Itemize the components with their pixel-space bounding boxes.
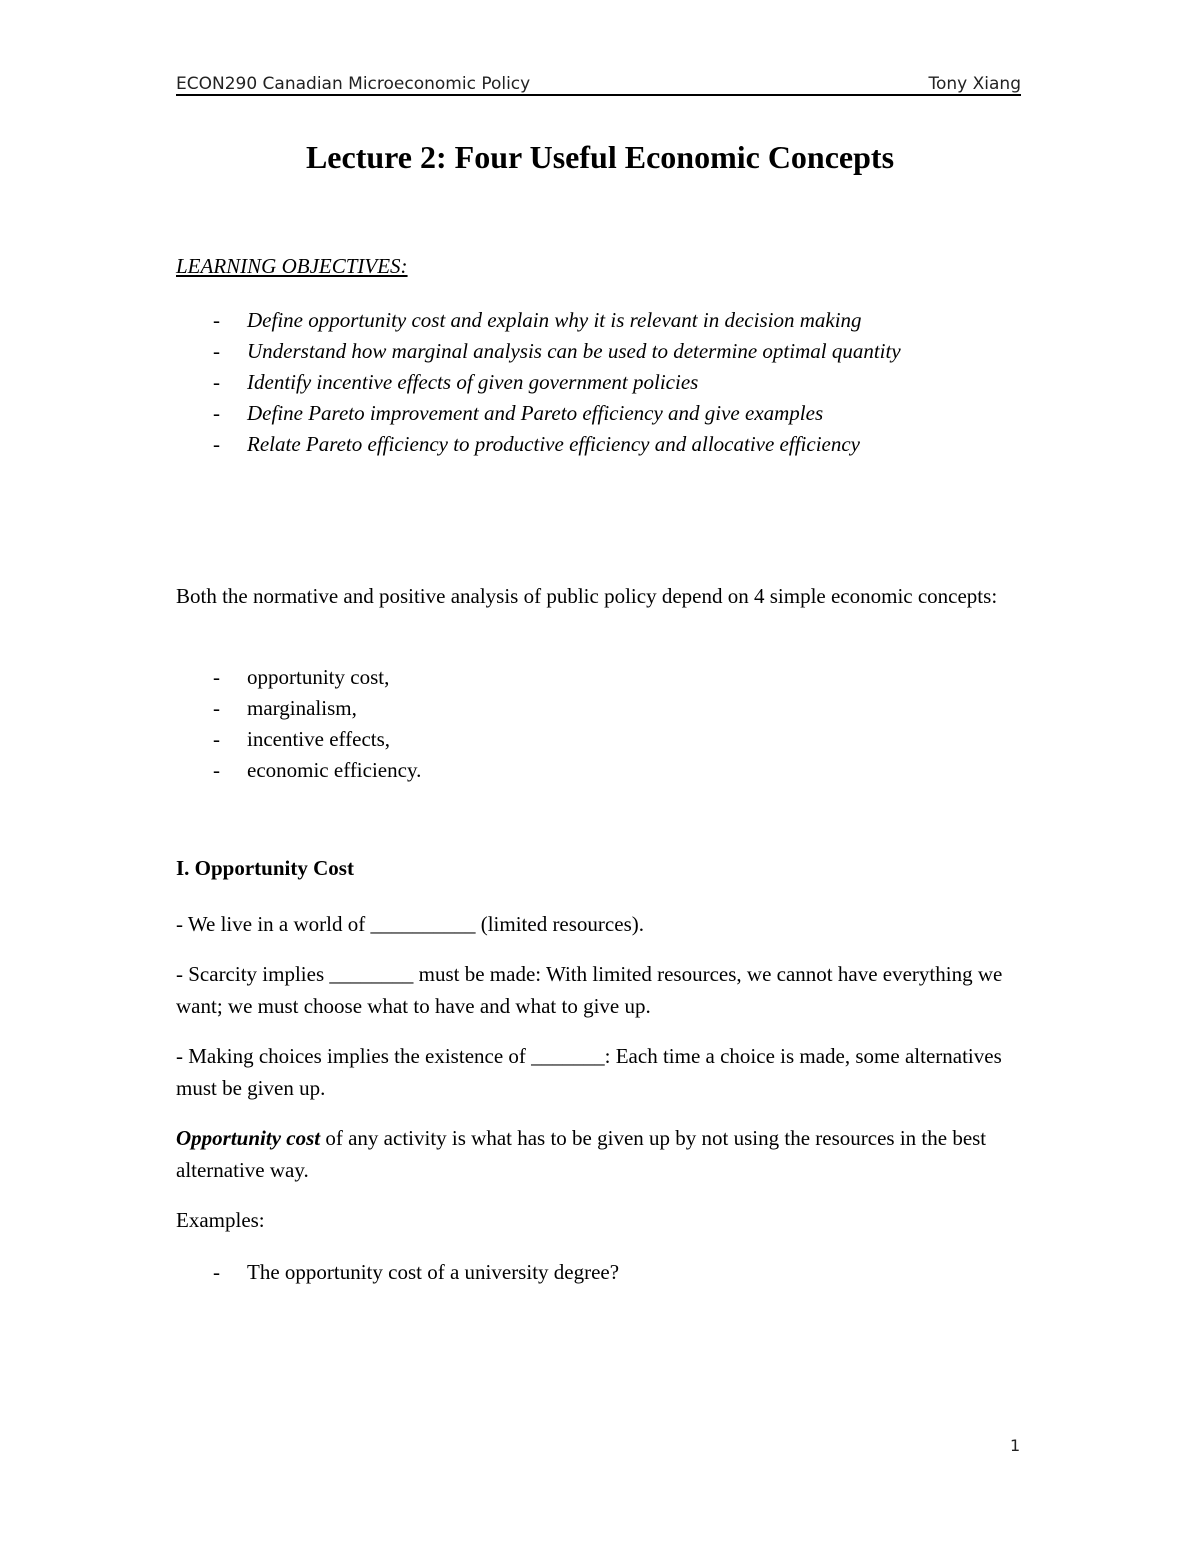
example-text: The opportunity cost of a university degree? — [247, 1260, 620, 1284]
concept-text: incentive effects, — [247, 727, 391, 751]
page-number: 1 — [1010, 1436, 1021, 1455]
list-dash: - — [213, 665, 220, 689]
section-heading-opportunity-cost: I. Opportunity Cost — [176, 856, 354, 880]
course-name: ECON290 Canadian Microeconomic Policy — [176, 74, 531, 94]
intro-paragraph: Both the normative and positive analysis of public policy depend on 4 simple economic concepts: — [176, 584, 998, 608]
page-title: Lecture 2: Four Useful Economic Concepts — [305, 139, 895, 175]
definition-term: Opportunity cost — [176, 1126, 321, 1150]
list-dash: - — [213, 339, 220, 363]
objective-text: Understand how marginal analysis can be used to determine optimal quantity — [247, 339, 901, 363]
page-header — [176, 72, 1021, 96]
tradeoffs-paragraph: - Making choices implies the existence of _______: Each time a choice is made, some alternatives must be given up. — [176, 1044, 1002, 1100]
choices-paragraph: - Scarcity implies ________ must be made: With limited resources, we cannot have everything we want; we must choose what to have and what to give up. — [176, 962, 1003, 1018]
objective-text: Define Pareto improvement and Pareto efficiency and give examples — [247, 401, 824, 425]
objective-text: Define opportunity cost and explain why it is relevant in decision making — [247, 308, 862, 332]
list-dash: - — [213, 401, 220, 425]
concept-text: economic efficiency. — [247, 758, 422, 782]
list-dash: - — [213, 308, 220, 332]
list-dash: - — [213, 370, 220, 394]
definition-text: of any activity is what has to be given up by not using the resources in the best alternative way. — [176, 1126, 987, 1182]
list-dash: - — [213, 758, 220, 782]
examples-label: Examples: — [176, 1208, 265, 1232]
list-dash: - — [213, 727, 220, 751]
objective-text: Relate Pareto efficiency to productive efficiency and allocative efficiency — [247, 432, 860, 456]
list-dash: - — [213, 696, 220, 720]
author-name: Tony Xiang — [928, 74, 1021, 94]
objectives-heading: LEARNING OBJECTIVES: — [176, 254, 408, 278]
objective-text: Identify incentive effects of given government policies — [247, 370, 699, 394]
scarcity-paragraph: - We live in a world of __________ (limited resources). — [176, 912, 644, 936]
list-dash: - — [213, 432, 220, 456]
definition-paragraph — [176, 1122, 1021, 1186]
concept-text: opportunity cost, — [247, 665, 390, 689]
list-dash: - — [213, 1260, 220, 1284]
concept-text: marginalism, — [247, 696, 357, 720]
